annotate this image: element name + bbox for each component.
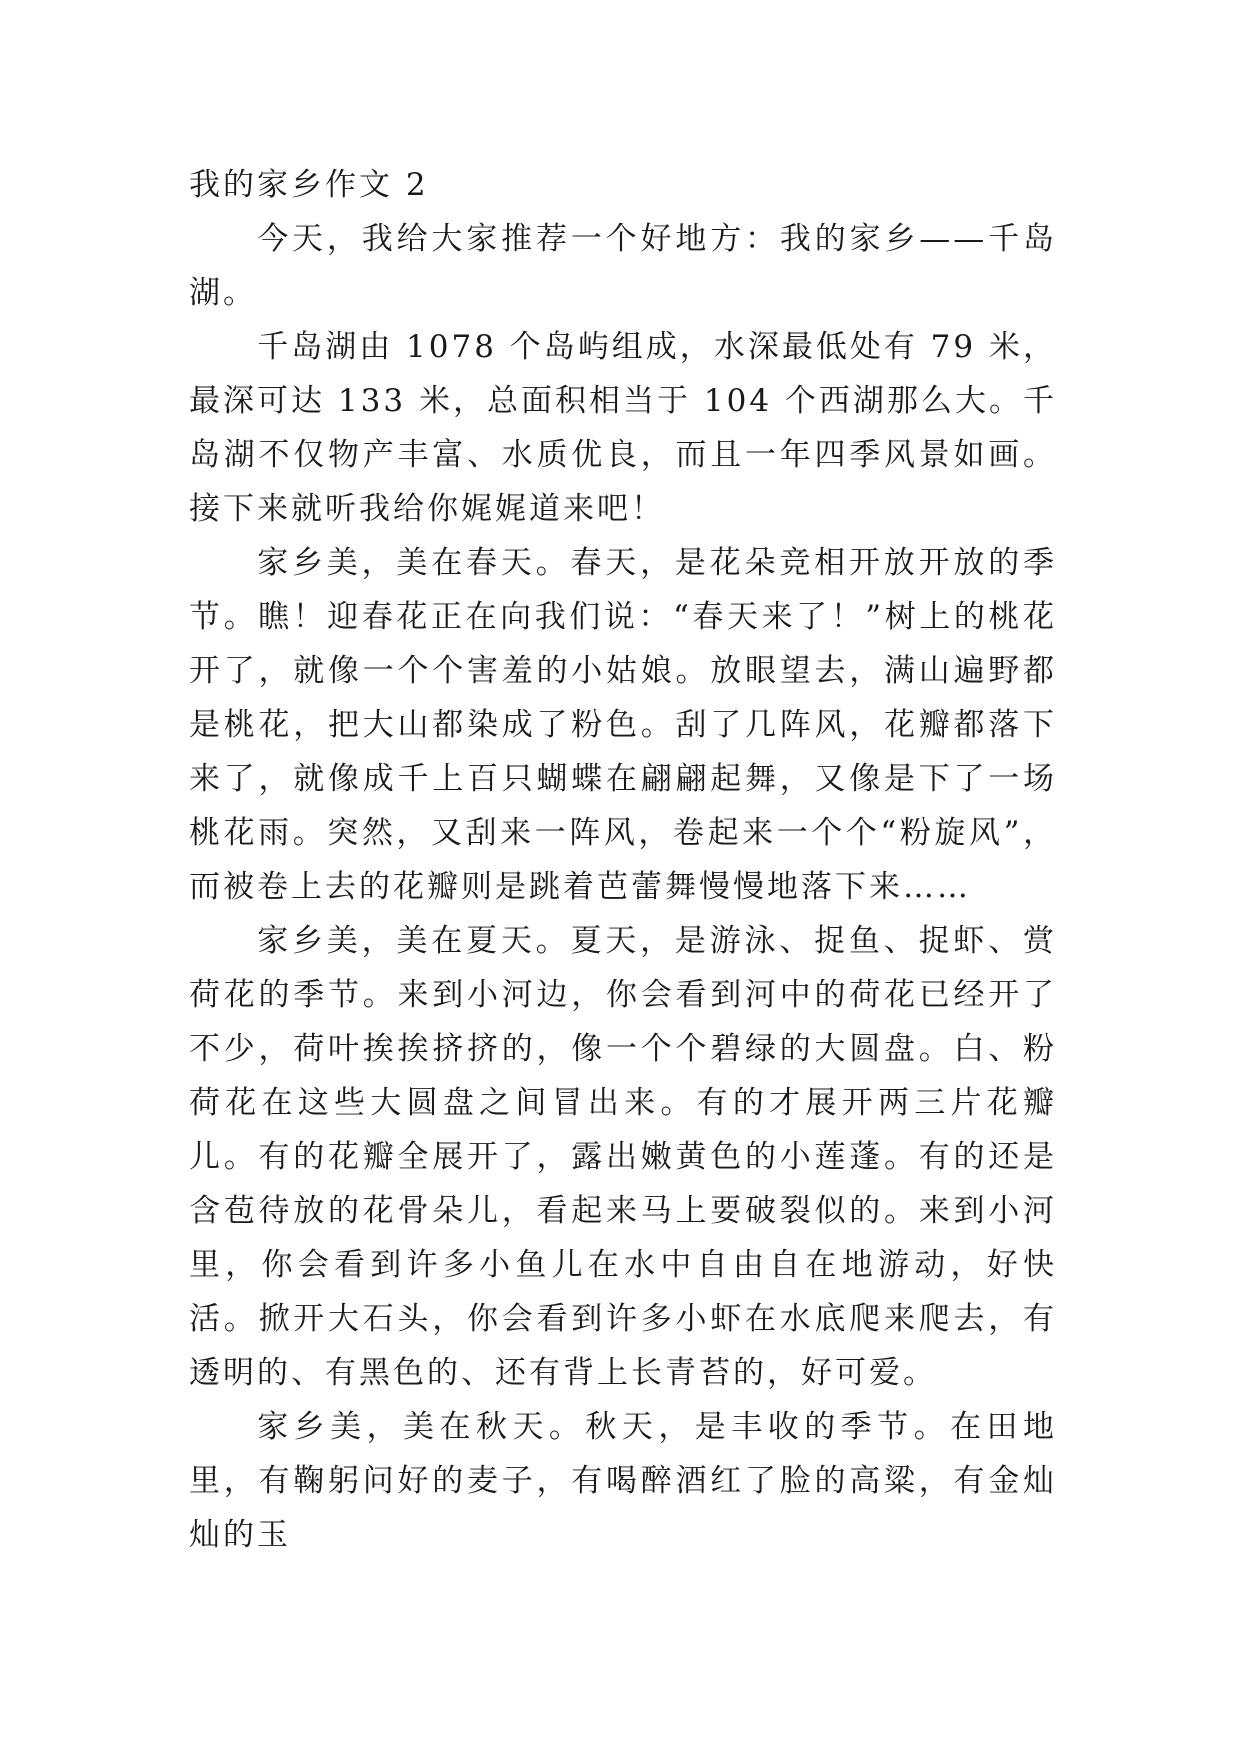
paragraph-lake-facts: 千岛湖由 1078 个岛屿组成，水深最低处有 79 米，最深可达 133 米，总面积相当于 104 个西湖那么大。千岛湖不仅物产丰富、水质优良，而且一年四季风景如画。接下来就听我给你娓娓道来吧！ bbox=[189, 329, 1057, 527]
document-body bbox=[189, 158, 1057, 1562]
paragraph-intro: 今天，我给大家推荐一个好地方：我的家乡——千岛湖。 bbox=[189, 221, 1057, 311]
paragraph-spring: 家乡美，美在春天。春天，是花朵竞相开放开放的季节。瞧！迎春花正在向我们说：“春天来了！”树上的桃花开了，就像一个个害羞的小姑娘。放眼望去，满山遍野都是桃花，把大山都染成了粉色。刮了几阵风，花瓣都落下来了，就像成千上百只蝴蝶在翩翩起舞，又像是下了一场桃花雨。突然，又刮来一阵风，卷起来一个个“粉旋风”，而被卷上去的花瓣则是跳着芭蕾舞慢慢地落下来…… bbox=[189, 545, 1057, 905]
paragraph-summer: 家乡美，美在夏天。夏天，是游泳、捉鱼、捉虾、赏荷花的季节。来到小河边，你会看到河中的荷花已经开了不少，荷叶挨挨挤挤的，像一个个碧绿的大圆盘。白、粉荷花在这些大圆盘之间冒出来。有的才展开两三片花瓣儿。有的花瓣全展开了，露出嫩黄色的小莲蓬。有的还是含苞待放的花骨朵儿，看起来马上要破裂似的。来到小河里，你会看到许多小鱼儿在水中自由自在地游动，好快活。掀开大石头，你会看到许多小虾在水底爬来爬去，有透明的、有黑色的、还有背上长青苔的，好可爱。 bbox=[189, 923, 1057, 1391]
paragraph-autumn: 家乡美，美在秋天。秋天，是丰收的季节。在田地里，有鞠躬问好的麦子，有喝醉酒红了脸的高粱，有金灿灿的玉 bbox=[189, 1409, 1057, 1553]
essay-title: 我的家乡作文 2 bbox=[189, 167, 429, 203]
